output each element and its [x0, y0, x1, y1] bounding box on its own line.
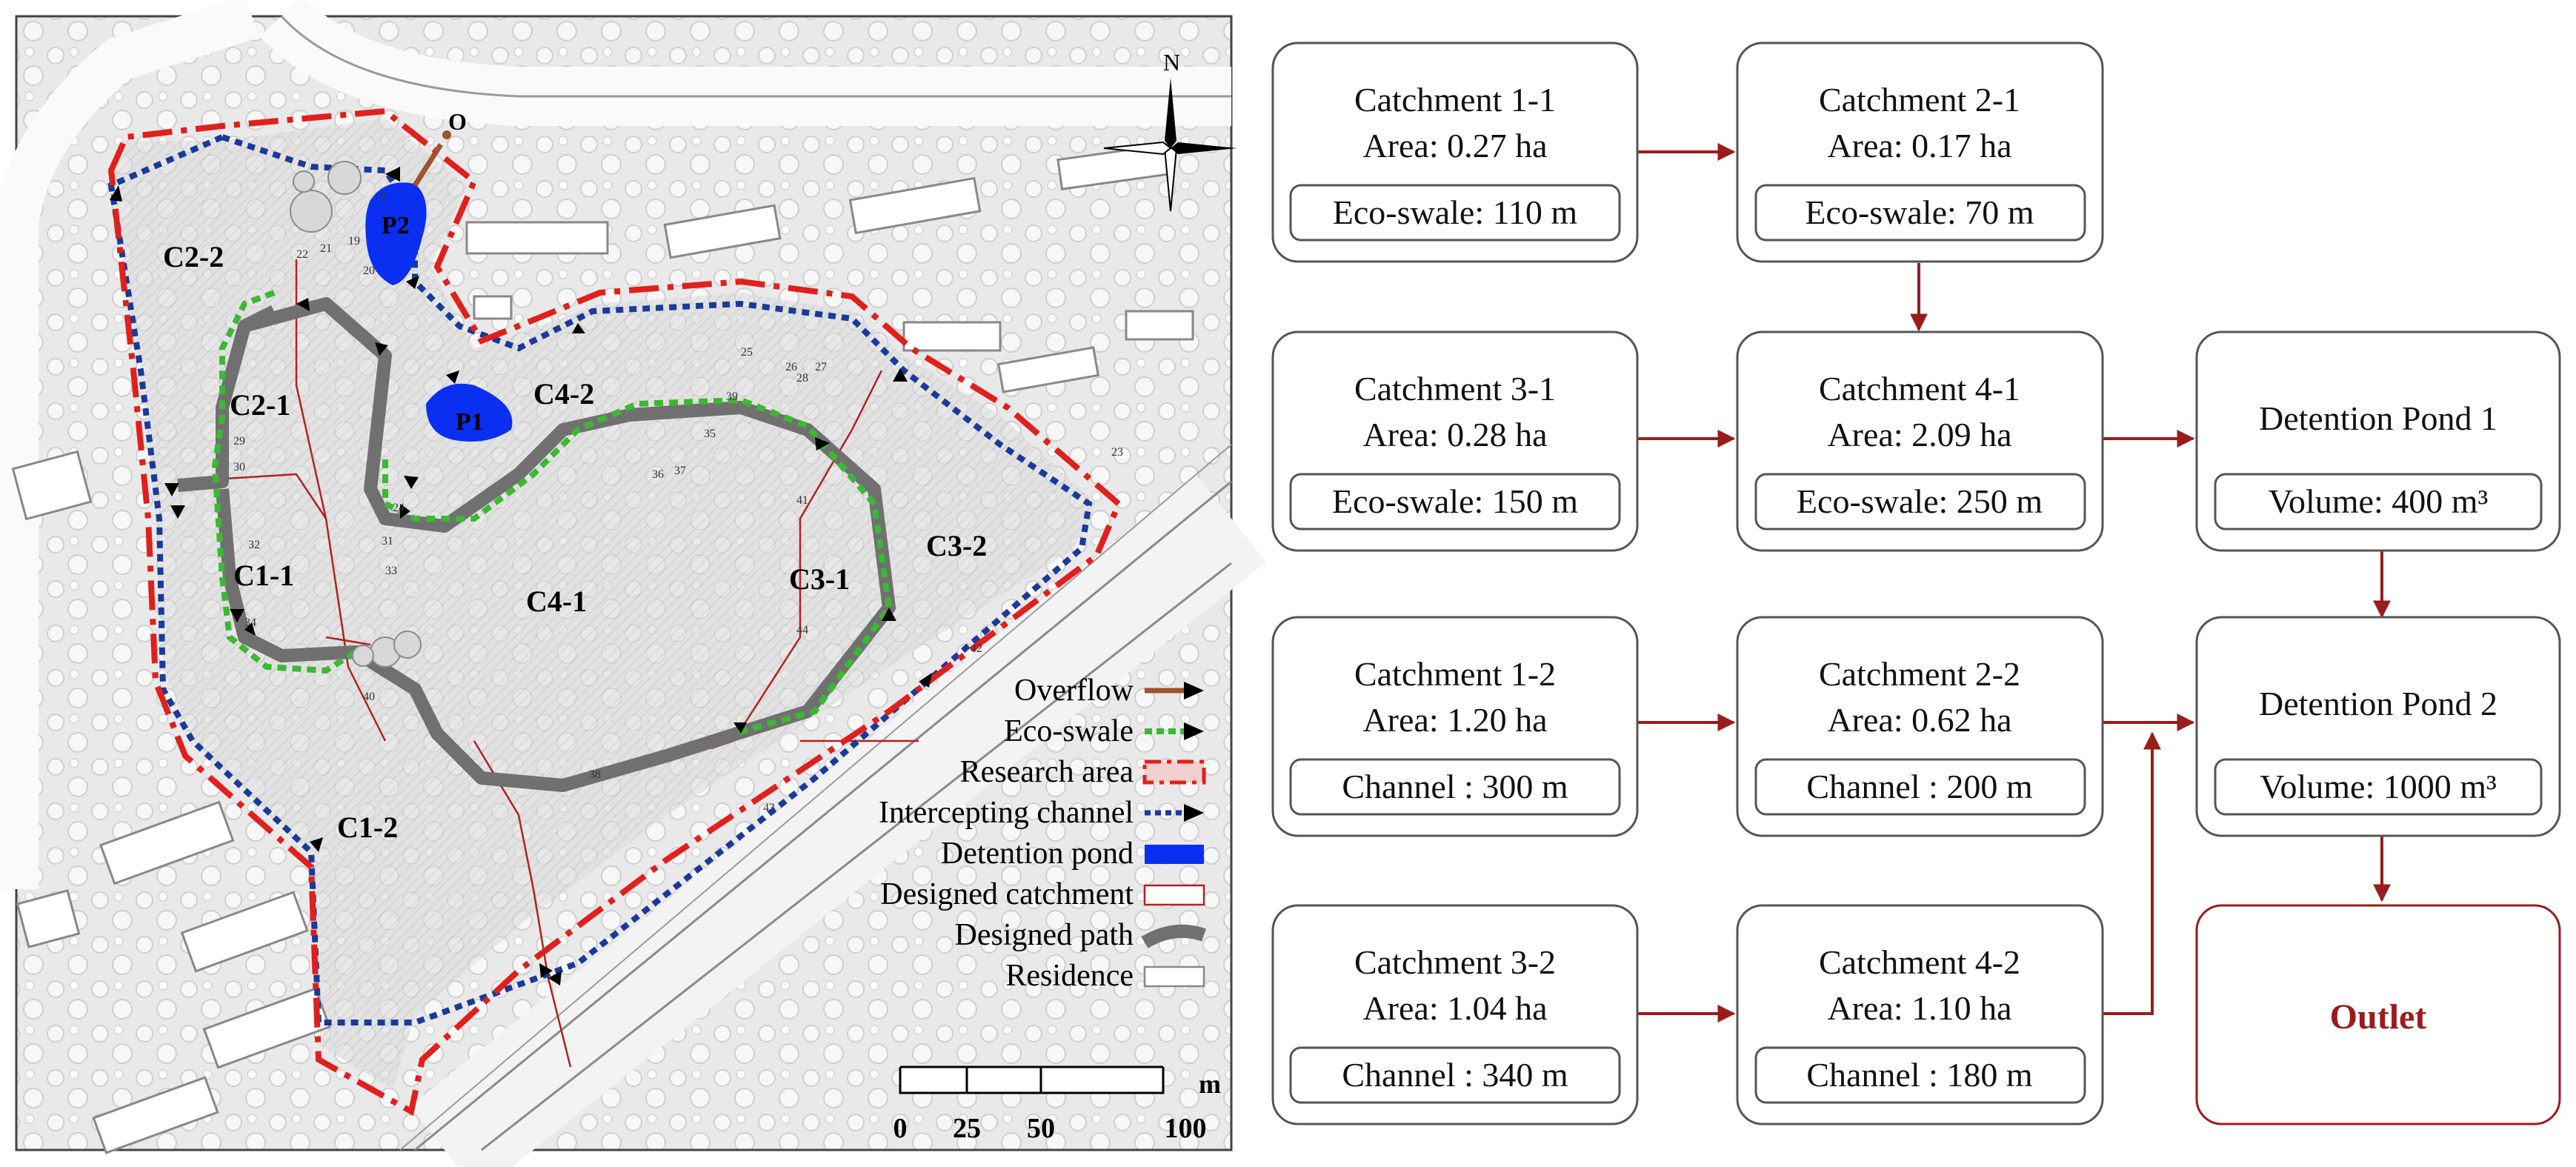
catchment-label-c3-2: C3-2 — [926, 529, 988, 562]
legend-swatch-research-area — [1145, 762, 1204, 782]
scale-tick-100: 100 — [1164, 1113, 1207, 1144]
legend-label-overflow: Overflow — [1014, 674, 1134, 708]
node-detail: Channel : 340 m — [1342, 1056, 1568, 1094]
node-title: Detention Pond 1 — [2259, 399, 2497, 437]
node-area: Area: 1.04 ha — [1362, 989, 1548, 1027]
scale-tick-25: 25 — [953, 1113, 981, 1144]
node-detail: Eco-swale: 150 m — [1331, 482, 1579, 520]
node-title: Detention Pond 2 — [2259, 685, 2497, 722]
node-title: Catchment 2-1 — [1818, 81, 2021, 119]
node-detail: Eco-swale: 70 m — [1805, 193, 2034, 231]
point-number-41: 41 — [796, 494, 808, 507]
legend-label-eco-swale: Eco-swale — [1004, 714, 1134, 748]
node-detail: Channel : 180 m — [1806, 1056, 2033, 1094]
node-detail: Channel : 300 m — [1342, 768, 1568, 805]
pond-label-p2: P2 — [382, 212, 410, 239]
legend-swatch-residence — [1145, 967, 1204, 986]
legend-label-designed-catchment: Designed catchment — [880, 877, 1134, 911]
node-title: Catchment 2-2 — [1818, 655, 2021, 693]
scale-unit: m — [1199, 1069, 1221, 1099]
point-number-21: 21 — [320, 242, 332, 255]
point-number-36: 36 — [652, 468, 664, 481]
point-number-32: 32 — [248, 539, 260, 551]
legend-label-detention-pond: Detention pond — [940, 837, 1134, 871]
outlet-label: Outlet — [2329, 997, 2427, 1037]
point-number-37: 37 — [674, 465, 686, 477]
point-number-40: 40 — [363, 691, 375, 703]
scale-tick-50: 50 — [1027, 1113, 1055, 1144]
point-number-29: 29 — [233, 435, 245, 448]
node-catchment-1-2 — [1273, 617, 1637, 836]
catchment-label-c4-2: C4-2 — [533, 377, 595, 410]
node-area: Area: 0.17 ha — [1827, 127, 2012, 164]
point-number-31: 31 — [382, 535, 393, 548]
node-title: Catchment 1-1 — [1354, 81, 1557, 119]
node-catchment-2-1 — [1737, 43, 2103, 262]
pond-label-p1: P1 — [456, 408, 484, 436]
legend-label-intercepting-channel: Intercepting channel — [879, 796, 1134, 830]
node-detail: Volume: 400 m³ — [2268, 482, 2489, 520]
point-number-33: 33 — [385, 565, 397, 577]
north-label: N — [1163, 49, 1181, 76]
legend-label-research-area: Research area — [959, 755, 1134, 789]
point-number-28: 28 — [796, 372, 808, 385]
node-title: Catchment 4-1 — [1818, 370, 2021, 408]
node-area: Area: 2.09 ha — [1827, 416, 2012, 453]
point-number-19: 19 — [348, 235, 360, 247]
node-title: Catchment 3-1 — [1354, 370, 1557, 408]
catchment-label-c4-1: C4-1 — [526, 585, 588, 618]
node-catchment-4-2 — [1737, 905, 2103, 1124]
point-number-26: 26 — [785, 361, 797, 373]
point-number-22: 22 — [296, 248, 308, 261]
node-catchment-3-2 — [1273, 905, 1637, 1124]
point-number-20: 20 — [363, 265, 375, 277]
node-catchment-1-1 — [1273, 43, 1637, 262]
legend-label-residence: Residence — [1005, 959, 1134, 993]
node-title: Catchment 4-2 — [1818, 943, 2021, 981]
node-area: Area: 0.62 ha — [1827, 701, 2012, 739]
catchment-label-c3-1: C3-1 — [789, 562, 851, 596]
point-number-43: 43 — [763, 802, 775, 814]
catchment-label-c2-1: C2-1 — [230, 388, 291, 422]
legend-label-designed-path: Designed path — [954, 918, 1134, 952]
point-number-42: 42 — [971, 642, 982, 655]
flow-diagram — [1273, 43, 2560, 1124]
arrow-c42-to-dp2 — [2103, 734, 2152, 1014]
node-area: Area: 1.20 ha — [1362, 701, 1548, 739]
node-detail: Eco-swale: 110 m — [1332, 193, 1578, 231]
legend-swatch-detention-pond — [1145, 845, 1204, 864]
point-number-39: 39 — [726, 390, 738, 403]
legend-swatch-designed-catchment — [1145, 885, 1204, 905]
node-area: Area: 1.10 ha — [1827, 989, 2012, 1027]
site-map — [13, 16, 1237, 1153]
node-detail: Channel : 200 m — [1806, 768, 2033, 805]
point-number-35: 35 — [704, 428, 716, 440]
node-title: Catchment 3-2 — [1354, 943, 1557, 981]
node-title: Catchment 1-2 — [1354, 655, 1557, 693]
node-area: Area: 0.28 ha — [1362, 416, 1548, 453]
point-number-30: 30 — [233, 461, 245, 473]
point-number-34: 34 — [244, 616, 256, 629]
node-outlet — [2197, 905, 2560, 1124]
point-number-25: 25 — [741, 346, 753, 359]
node-detail: Volume: 1000 m³ — [2260, 768, 2497, 805]
node-area: Area: 0.27 ha — [1362, 127, 1548, 164]
flow-arrows — [1637, 152, 2382, 1014]
node-catchment-3-1 — [1273, 332, 1637, 551]
node-detention-pond-2 — [2197, 617, 2560, 836]
point-number-23: 23 — [1111, 446, 1123, 459]
catchment-label-c1-2: C1-2 — [337, 811, 399, 844]
point-number-44: 44 — [796, 624, 808, 636]
point-number-24: 24 — [393, 502, 405, 514]
point-number-38: 38 — [589, 768, 601, 781]
catchment-label-c1-1: C1-1 — [233, 559, 295, 592]
node-catchment-4-1 — [1737, 332, 2103, 551]
node-detail: Eco-swale: 250 m — [1796, 482, 2043, 520]
node-detention-pond-1 — [2197, 332, 2560, 551]
point-number-18: 18 — [374, 190, 386, 203]
catchment-label-c2-2: C2-2 — [163, 240, 224, 273]
node-catchment-2-2 — [1737, 617, 2103, 836]
outlet-point-label: O — [448, 108, 467, 135]
scale-tick-0: 0 — [893, 1113, 908, 1144]
point-number-27: 27 — [815, 361, 827, 373]
